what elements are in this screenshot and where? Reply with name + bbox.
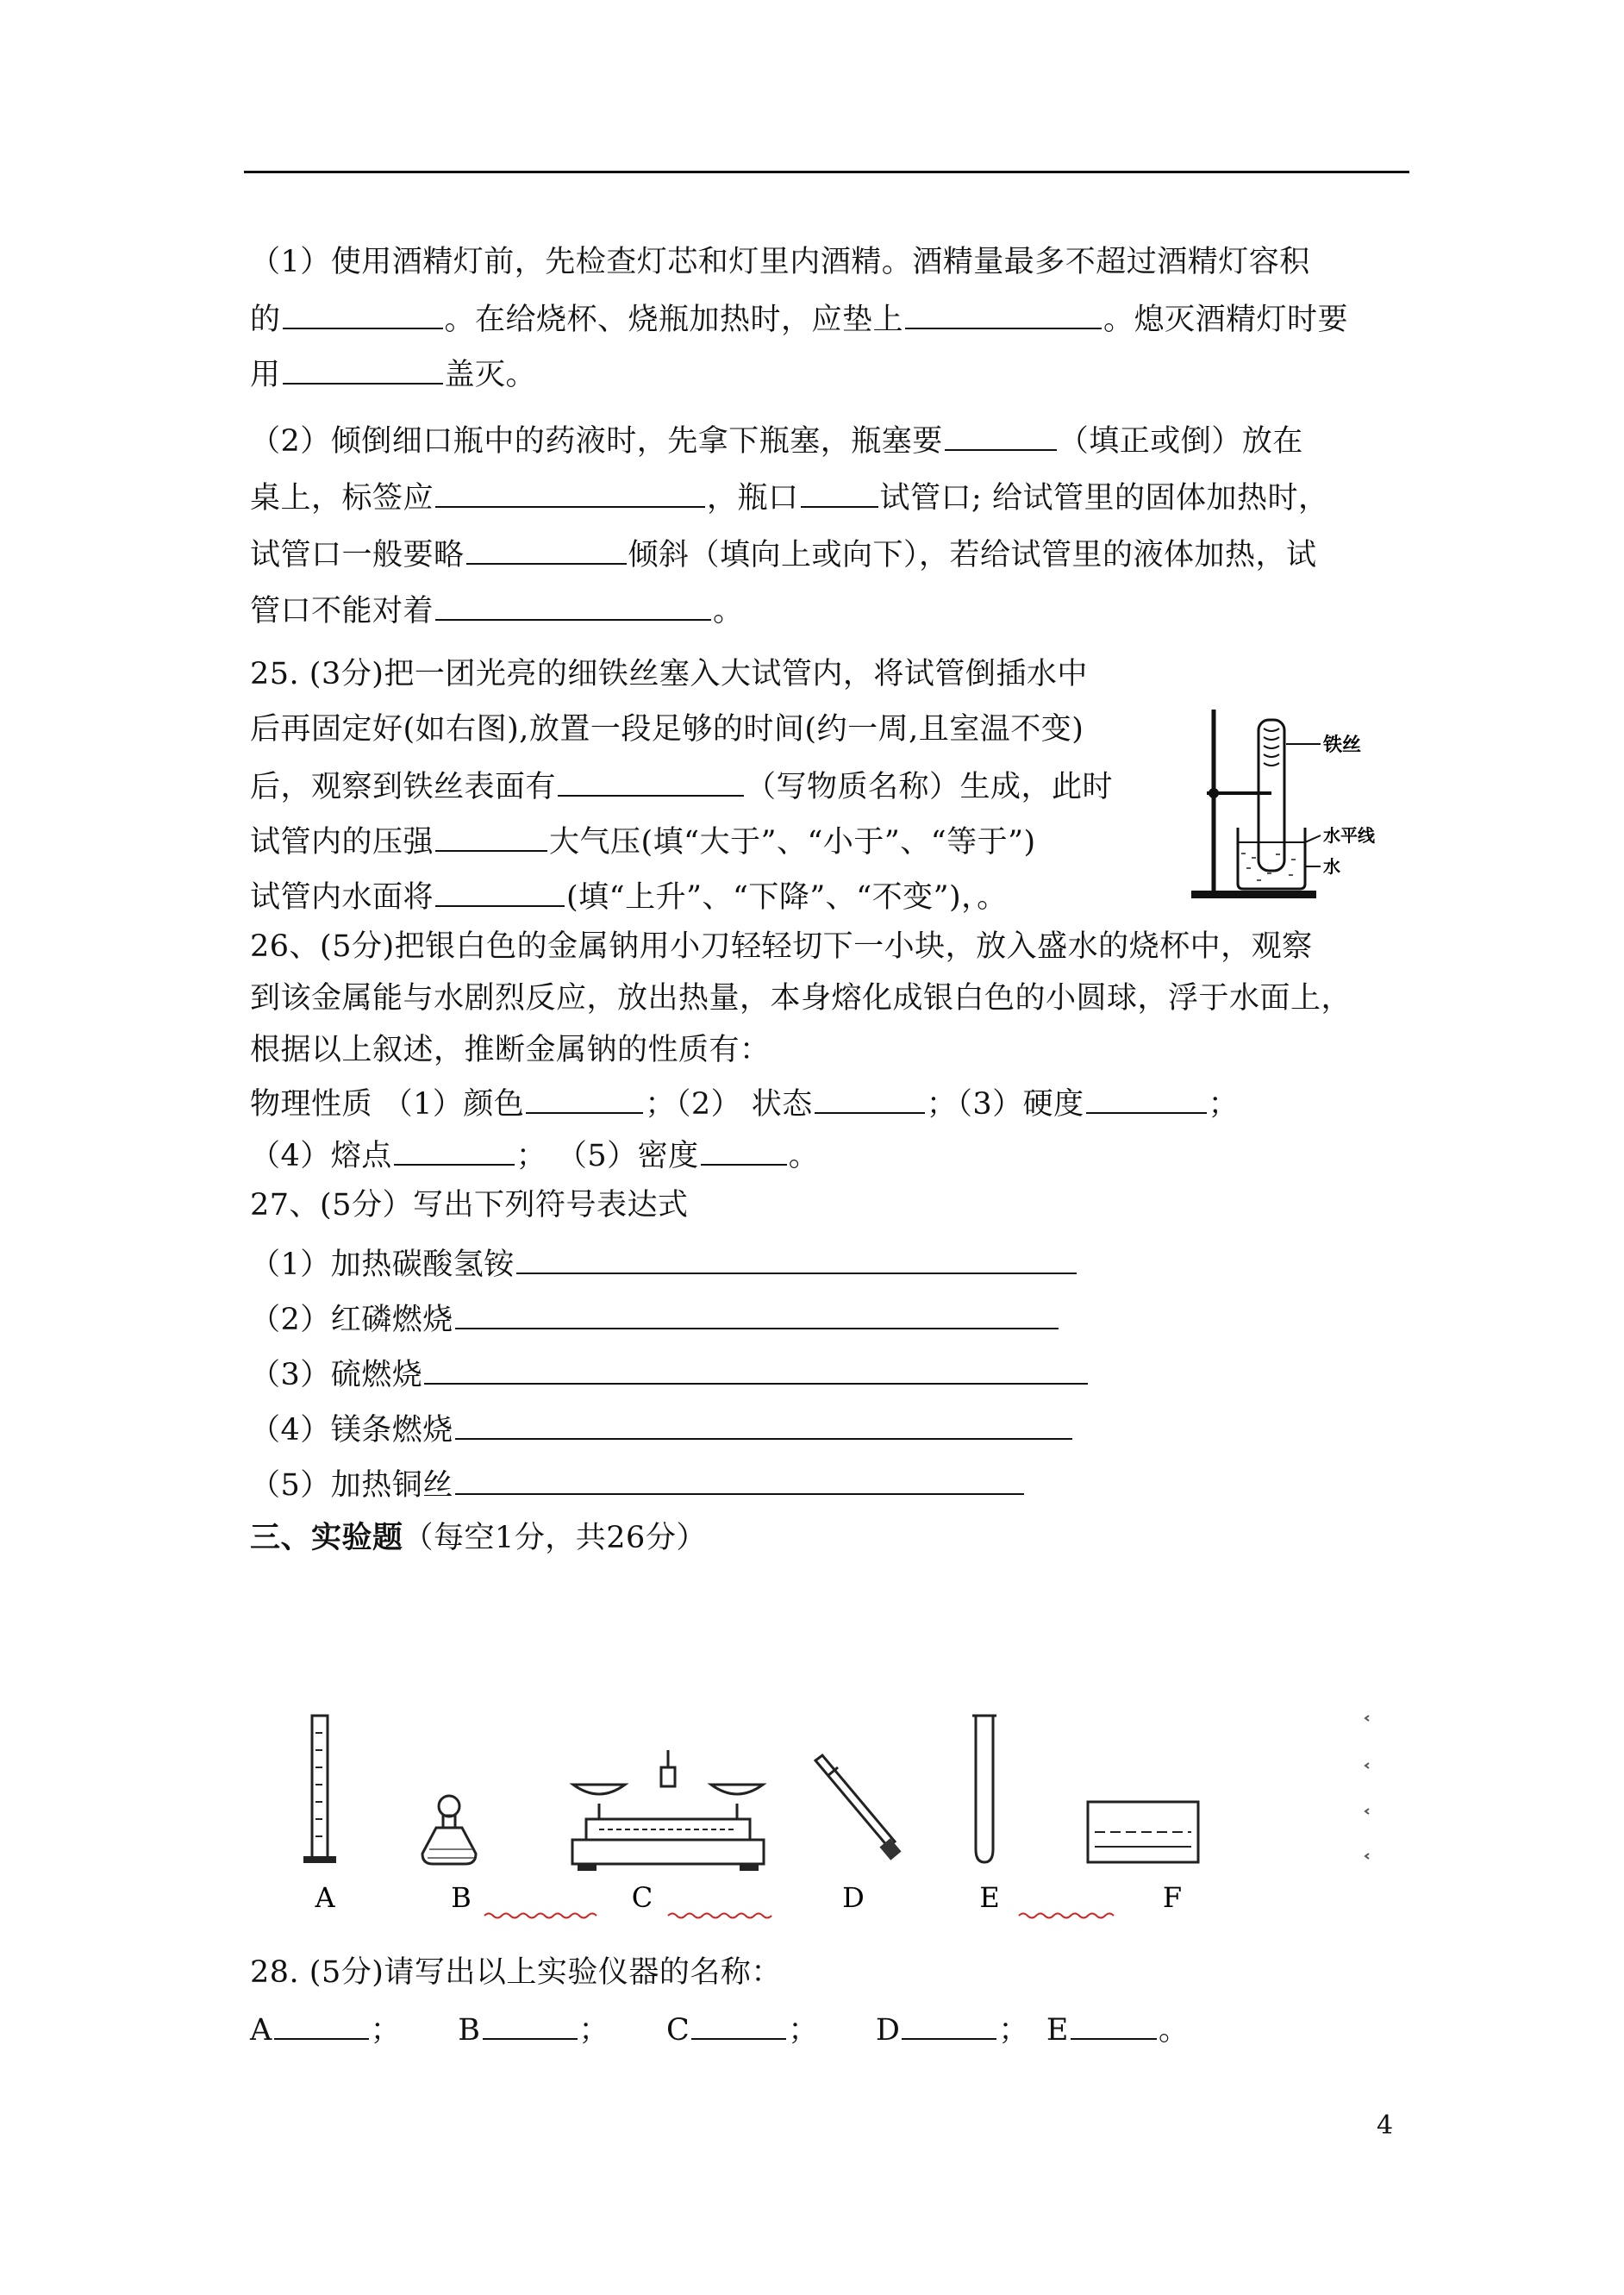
q24-p2-line4 xyxy=(250,590,744,630)
q25-line5 xyxy=(250,876,1008,916)
instrument-label-e: E xyxy=(979,1881,1000,1914)
answer-blank xyxy=(902,2009,996,2040)
q27-item-1 xyxy=(250,1243,1078,1284)
section-title: 三、实验题 xyxy=(250,1520,403,1555)
text: 试管内的压强 xyxy=(250,825,434,860)
answer-blank xyxy=(466,534,627,565)
text: E xyxy=(1046,2013,1069,2048)
q27-title: 27、(5分）写出下列符号表达式 xyxy=(250,1188,689,1223)
text: 物理性质 （1）颜色 xyxy=(250,1087,525,1122)
text: 大气压(填“大于”、“小于”、“等于”) xyxy=(549,825,1036,860)
text: ；（3）硬度 xyxy=(926,1087,1084,1122)
text: （填正或倒）放在 xyxy=(1058,424,1303,459)
text: 桌上，标签应 xyxy=(250,481,434,516)
text: D xyxy=(875,2013,901,2048)
answer-blank xyxy=(1086,1083,1207,1114)
q28-answers xyxy=(250,2009,1190,2049)
iron-wire-apparatus-figure xyxy=(1190,703,1405,905)
spellcheck-underline xyxy=(668,1914,771,1918)
q27-item-2 xyxy=(250,1298,1060,1339)
text: （3）硫燃烧 xyxy=(250,1358,423,1392)
q25-line3 xyxy=(250,766,1113,806)
answer-blank xyxy=(435,821,547,852)
text: 。 xyxy=(713,594,744,628)
q25-line1: 25. (3分)把一团光亮的细铁丝塞入大试管内，将试管倒插水中 xyxy=(250,657,1088,691)
balance-scale-icon xyxy=(572,1750,764,1871)
answer-blank xyxy=(394,1135,515,1166)
leader-line xyxy=(1305,835,1321,842)
answer-blank xyxy=(455,1298,1059,1329)
answer-blank xyxy=(455,1409,1072,1440)
iron-wire-coil xyxy=(1264,729,1279,766)
q24-p1-line3 xyxy=(250,353,536,394)
q24-p1-line1: （1）使用酒精灯前，先检查灯芯和灯里内酒精。酒精量最多不超过酒精灯容积 xyxy=(250,245,1310,279)
text: 。 xyxy=(1158,2013,1190,2048)
text: 试管内水面将 xyxy=(250,880,434,915)
instrument-label-f: F xyxy=(1162,1881,1183,1914)
text: （写物质名称）生成，此时 xyxy=(746,770,1114,804)
instrument-label-d: D xyxy=(842,1881,865,1914)
answer-blank xyxy=(483,2009,578,2040)
answer-blank xyxy=(283,298,443,329)
label-water-level: 水平线 xyxy=(1323,825,1375,846)
q24-p2-line2 xyxy=(250,477,1328,517)
q24-p2-line3 xyxy=(250,534,1317,574)
water-trough-icon xyxy=(1088,1802,1198,1862)
text: 盖灭。 xyxy=(444,358,537,392)
label-iron-wire: 铁丝 xyxy=(1323,735,1362,756)
text: ； xyxy=(370,2013,402,2048)
q26-line5 xyxy=(250,1135,819,1175)
text: 试管口一般要略 xyxy=(250,538,465,572)
graduated-cylinder-icon xyxy=(303,1716,336,1863)
text: (填“上升”、“下降”、“不变”)，。 xyxy=(566,880,1008,915)
text: （2）倾倒细口瓶中的药液时，先拿下瓶塞，瓶塞要 xyxy=(250,424,943,459)
text: ； xyxy=(998,2013,1029,2048)
text: A xyxy=(250,2013,272,2048)
answer-blank xyxy=(558,766,744,797)
text: （5）加热铜丝 xyxy=(250,1468,453,1503)
text: 。在给烧杯、烧瓶加热时，应垫上 xyxy=(444,303,904,337)
answer-blank xyxy=(945,420,1057,451)
q28-title: 28. (5分)请写出以上实验仪器的名称： xyxy=(250,1955,782,1990)
answer-blank xyxy=(516,1243,1077,1274)
stand-base xyxy=(1191,891,1316,898)
text: 试管口; 给试管里的固体加热时， xyxy=(879,481,1329,516)
spellcheck-underline xyxy=(1019,1914,1114,1918)
water-dashes xyxy=(1241,854,1296,880)
answer-blank xyxy=(435,876,565,907)
section-3-heading xyxy=(250,1519,707,1557)
label-water: 水 xyxy=(1323,856,1340,877)
q24-p2-line1 xyxy=(250,420,1303,460)
instrument-label-b: B xyxy=(451,1881,472,1914)
answer-blank xyxy=(801,477,878,508)
text: ，瓶口 xyxy=(707,481,799,516)
instrument-label-c: C xyxy=(631,1881,653,1914)
text: （4）镁条燃烧 xyxy=(250,1413,453,1448)
section-scoring: （每空1分，共26分） xyxy=(403,1521,707,1555)
clamp-knob xyxy=(1209,788,1219,798)
answer-blank xyxy=(435,590,711,621)
text: ； （5）密度 xyxy=(515,1139,699,1173)
answer-blank xyxy=(424,1354,1088,1385)
answer-blank xyxy=(274,2009,369,2040)
text: （4）熔点 xyxy=(250,1139,392,1173)
text: ；（2） 状态 xyxy=(645,1087,813,1122)
answer-blank xyxy=(435,477,705,508)
answer-blank xyxy=(455,1464,1024,1495)
q26-line3: 根据以上叙述，推断金属钠的性质有： xyxy=(250,1033,771,1067)
answer-blank xyxy=(905,298,1102,329)
text: 。熄灭酒精灯时要 xyxy=(1103,303,1349,337)
text: （1）加热碳酸氢铵 xyxy=(250,1248,515,1282)
q25-line2: 后再固定好(如右图),放置一段足够的时间(约一周,且室温不变) xyxy=(250,712,1084,747)
answer-blank xyxy=(691,2009,786,2040)
q24-p1-line2 xyxy=(250,298,1348,339)
text: ； xyxy=(578,2013,610,2048)
q27-item-4 xyxy=(250,1409,1074,1449)
answer-blank xyxy=(1071,2009,1157,2040)
answer-blank xyxy=(526,1083,643,1114)
page-number: 4 xyxy=(1377,2111,1394,2141)
text: ； xyxy=(788,2013,819,2048)
text: C xyxy=(666,2013,690,2048)
q27-item-3 xyxy=(250,1354,1090,1394)
test-tube-icon xyxy=(972,1716,996,1862)
test-tube-holder-icon xyxy=(815,1755,902,1860)
text: 的 xyxy=(250,303,281,337)
header-rule xyxy=(244,171,1409,173)
text: 用 xyxy=(250,358,281,392)
lab-instruments-figure xyxy=(284,1681,1396,1940)
text: 倾斜（填向上或向下），若给试管里的液体加热，试 xyxy=(628,538,1317,572)
beaker xyxy=(1238,828,1305,889)
answer-blank xyxy=(701,1135,787,1166)
dropper-bottle-icon xyxy=(422,1796,476,1864)
text: 管口不能对着 xyxy=(250,594,434,628)
text: 。 xyxy=(788,1139,820,1173)
q26-line1: 26、(5分)把银白色的金属钠用小刀轻轻切下一小块，放入盛水的烧杯中，观察 xyxy=(250,929,1313,964)
text: （2）红磷燃烧 xyxy=(250,1303,453,1337)
text: 后，观察到铁丝表面有 xyxy=(250,770,557,804)
instrument-label-a: A xyxy=(315,1881,335,1914)
text: ； xyxy=(1208,1087,1240,1122)
q25-line4 xyxy=(250,821,1036,861)
q26-line4 xyxy=(250,1083,1239,1123)
test-tube xyxy=(1259,720,1284,871)
answer-blank xyxy=(815,1083,925,1114)
q27-item-5 xyxy=(250,1464,1026,1504)
answer-blank xyxy=(283,353,443,385)
spellcheck-underline xyxy=(484,1914,597,1918)
q26-line2: 到该金属能与水剧烈反应，放出热量，本身熔化成银白色的小圆球，浮于水面上， xyxy=(250,981,1352,1016)
edge-marks xyxy=(1365,1716,1369,1859)
text: B xyxy=(458,2013,481,2048)
